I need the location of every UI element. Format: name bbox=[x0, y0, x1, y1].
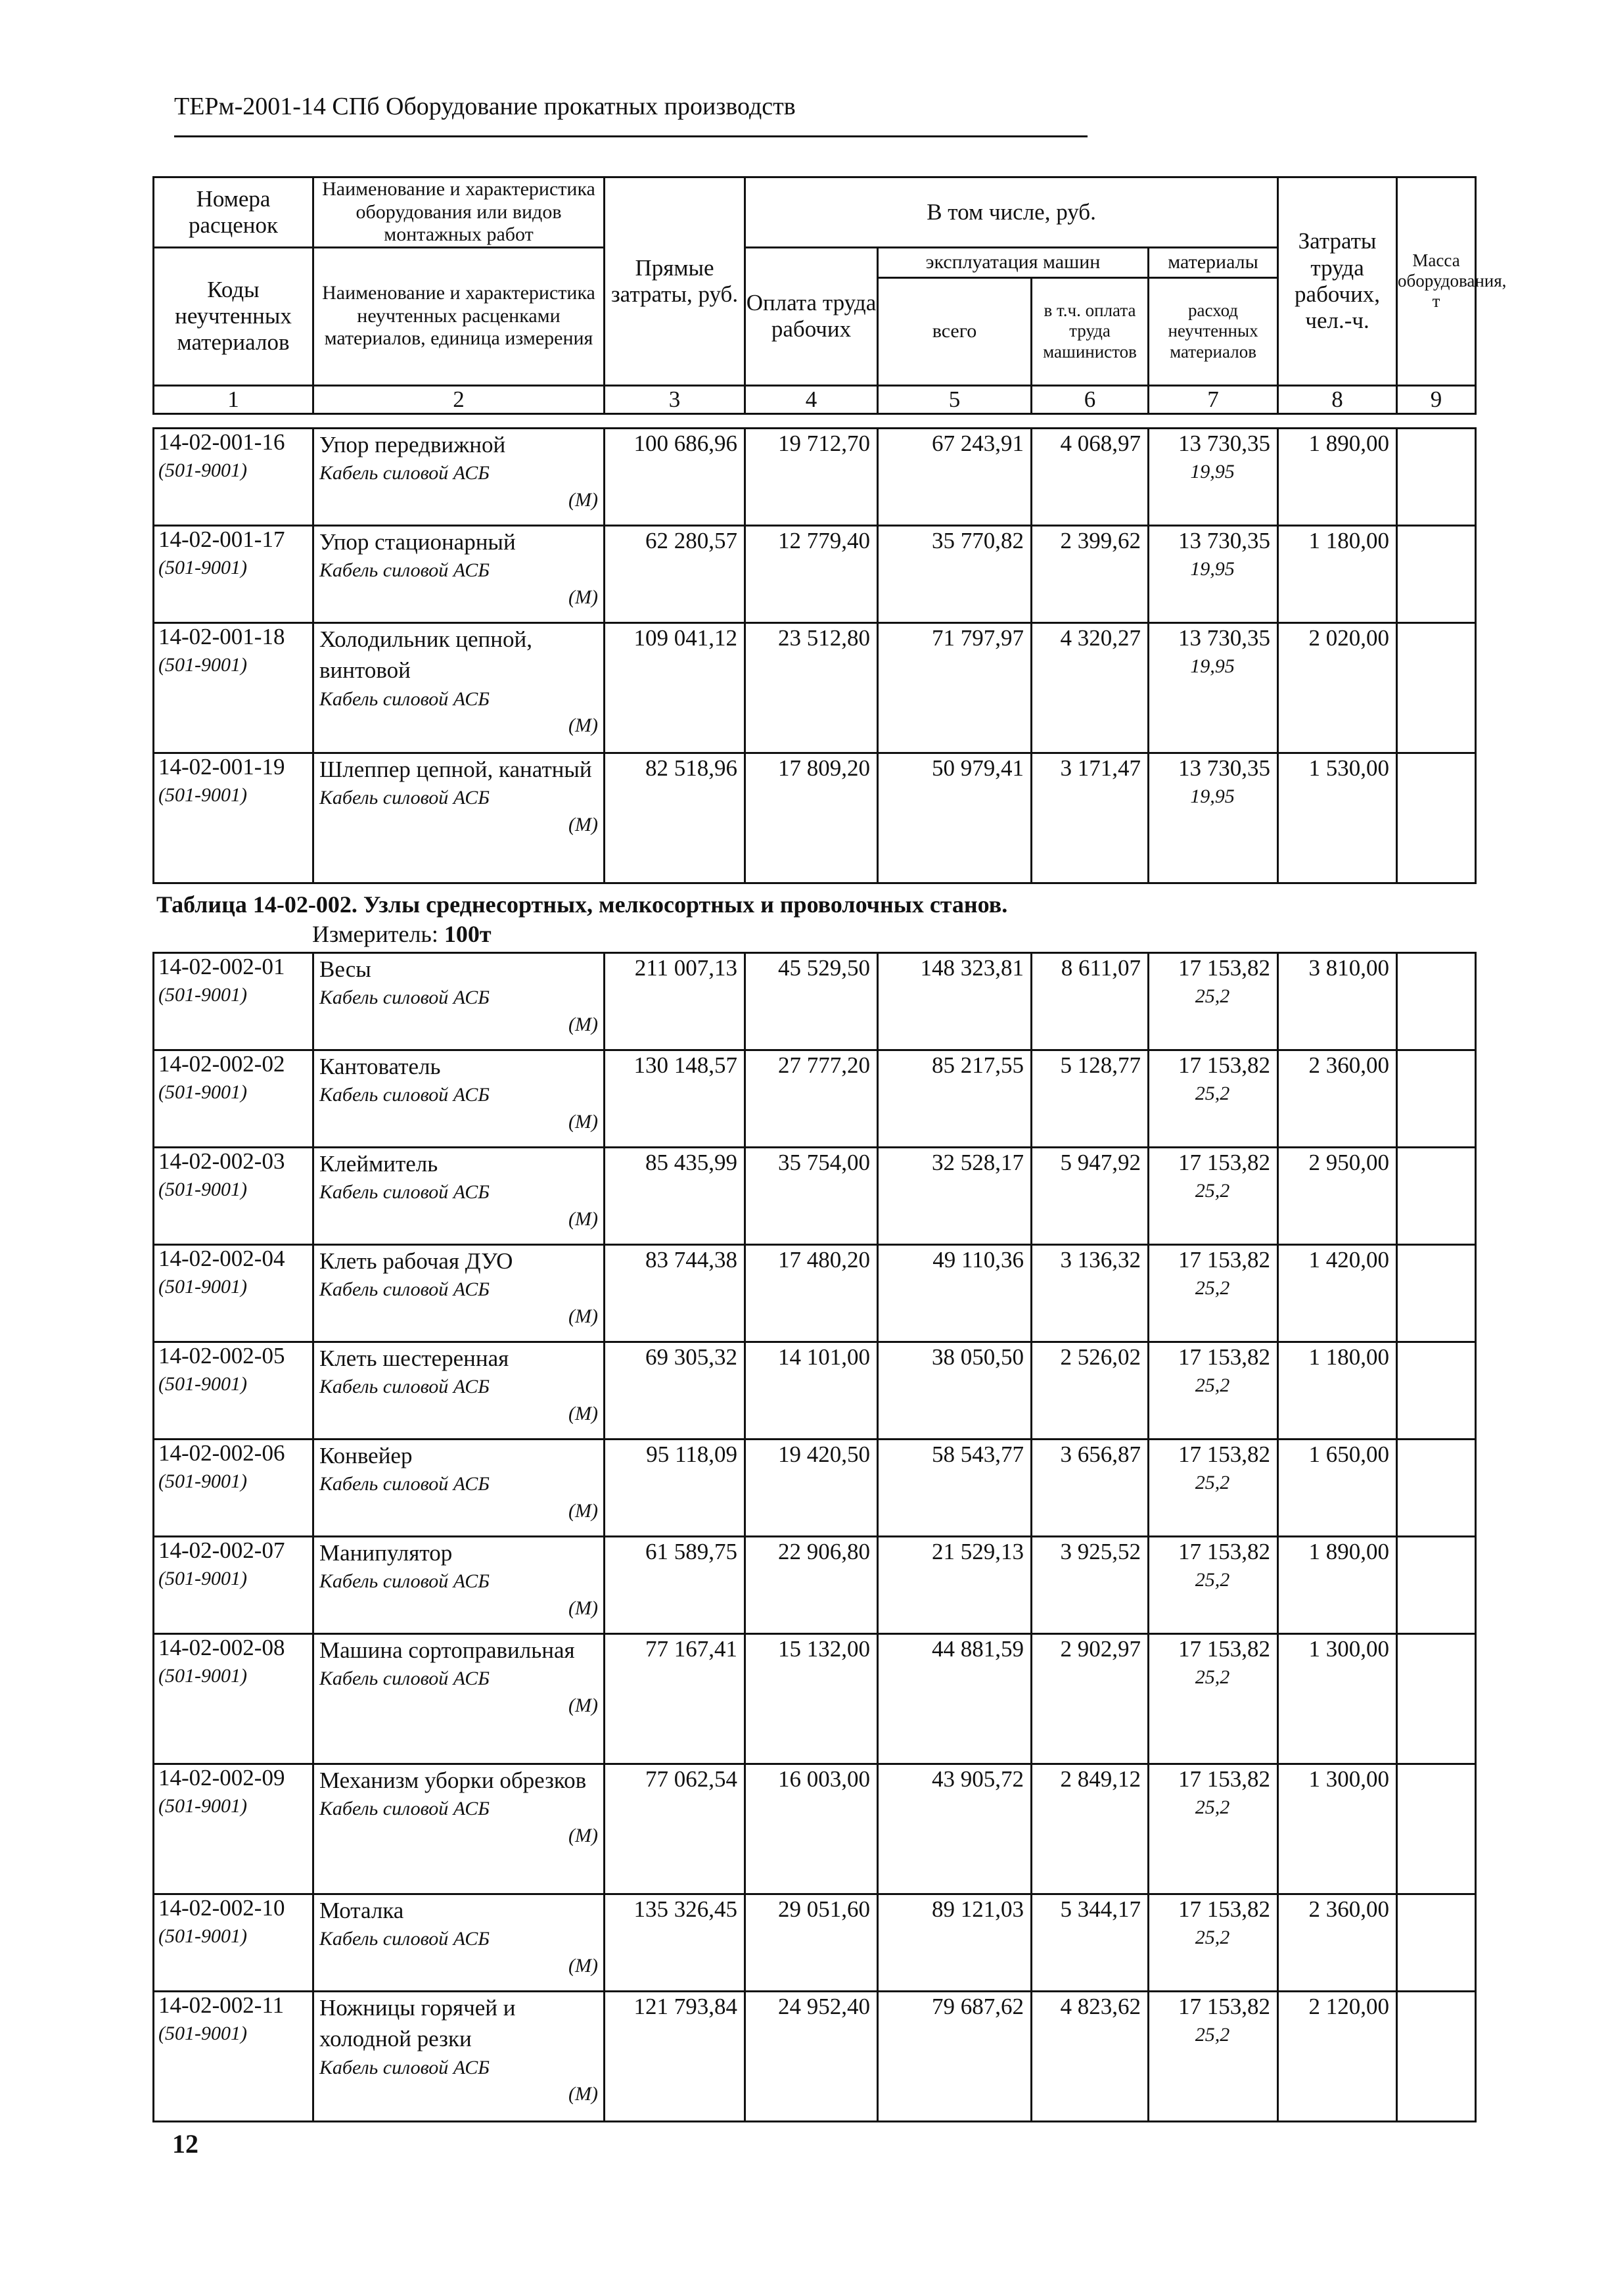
direct-costs: 82 518,96 bbox=[605, 753, 745, 883]
header-labor-hours: Затраты труда рабочих, чел.-ч. bbox=[1278, 177, 1397, 386]
rate-code-cell bbox=[154, 1894, 313, 1992]
material-name: Кабель силовой АСБ bbox=[319, 1181, 490, 1204]
table-row bbox=[154, 1634, 1476, 1764]
work-name: Машина сортоправильная bbox=[319, 1637, 575, 1663]
machines-total: 67 243,91 bbox=[878, 429, 1032, 526]
work-name: Холодильник цепной, винтовой bbox=[319, 626, 532, 684]
work-name: Моталка bbox=[319, 1898, 404, 1923]
material-unit: (М) bbox=[568, 1305, 598, 1327]
page-number: 12 bbox=[172, 2129, 198, 2159]
column-number: 7 bbox=[1149, 385, 1278, 413]
material-code: (501-9001) bbox=[158, 984, 247, 1006]
material-unit: (М) bbox=[568, 813, 598, 835]
column-number: 1 bbox=[154, 385, 313, 413]
materials-cell bbox=[1149, 429, 1278, 526]
rate-code-cell bbox=[154, 753, 313, 883]
equipment-mass bbox=[1397, 1894, 1476, 1992]
machines-total: 43 905,72 bbox=[878, 1764, 1032, 1894]
equipment-mass bbox=[1397, 526, 1476, 623]
material-quantity: 25,2 bbox=[1195, 2024, 1230, 2046]
operators-pay: 4 320,27 bbox=[1032, 623, 1149, 753]
table-row bbox=[154, 1342, 1476, 1440]
operators-pay: 2 399,62 bbox=[1032, 526, 1149, 623]
operators-pay: 4 068,97 bbox=[1032, 429, 1149, 526]
materials-cost: 13 730,35 bbox=[1178, 431, 1270, 456]
materials-cell bbox=[1149, 1634, 1278, 1764]
materials-cost: 17 153,82 bbox=[1178, 1539, 1270, 1564]
work-name-cell bbox=[313, 1148, 605, 1245]
rate-code-cell bbox=[154, 526, 313, 623]
materials-cell bbox=[1149, 753, 1278, 883]
equipment-mass bbox=[1397, 1537, 1476, 1634]
worker-pay: 16 003,00 bbox=[745, 1764, 878, 1894]
direct-costs: 62 280,57 bbox=[605, 526, 745, 623]
materials-cost: 17 153,82 bbox=[1178, 1052, 1270, 1078]
worker-pay: 12 779,40 bbox=[745, 526, 878, 623]
equipment-mass bbox=[1397, 753, 1476, 883]
materials-cell bbox=[1149, 1245, 1278, 1342]
rate-code-cell bbox=[154, 1148, 313, 1245]
rate-code: 14-02-002-01 bbox=[158, 954, 285, 979]
material-unit: (М) bbox=[568, 586, 598, 608]
direct-costs: 77 167,41 bbox=[605, 1634, 745, 1764]
rate-code: 14-02-002-02 bbox=[158, 1051, 285, 1077]
header-material-consumption: расход неучтенных материалов bbox=[1149, 277, 1278, 385]
rate-code: 14-02-001-18 bbox=[158, 624, 285, 649]
material-code: (501-9001) bbox=[158, 1373, 247, 1395]
material-unit: (М) bbox=[568, 1499, 598, 1522]
rate-code: 14-02-001-17 bbox=[158, 527, 285, 552]
header-worker-pay: Оплата труда рабочих bbox=[745, 247, 878, 385]
worker-pay: 15 132,00 bbox=[745, 1634, 878, 1764]
material-code: (501-9001) bbox=[158, 654, 247, 676]
material-quantity: 25,2 bbox=[1195, 1927, 1230, 1948]
labor-hours: 1 300,00 bbox=[1278, 1634, 1397, 1764]
equipment-mass bbox=[1397, 1148, 1476, 1245]
materials-cost: 17 153,82 bbox=[1178, 1896, 1270, 1922]
material-unit: (М) bbox=[568, 2083, 598, 2105]
work-name: Упор стационарный bbox=[319, 529, 516, 555]
table-row bbox=[154, 1894, 1476, 1992]
labor-hours: 1 890,00 bbox=[1278, 1537, 1397, 1634]
work-name: Ножницы горячей и холодной резки bbox=[319, 1995, 516, 2052]
worker-pay: 17 480,20 bbox=[745, 1245, 878, 1342]
material-name: Кабель силовой АСБ bbox=[319, 1668, 490, 1690]
material-unit: (М) bbox=[568, 715, 598, 736]
rate-code-cell bbox=[154, 1537, 313, 1634]
header-work-name: Наименование и характеристика оборудования или видов монтажных работ bbox=[313, 177, 605, 248]
material-code: (501-9001) bbox=[158, 1470, 247, 1492]
worker-pay: 24 952,40 bbox=[745, 1992, 878, 2122]
equipment-mass bbox=[1397, 1992, 1476, 2122]
labor-hours: 3 810,00 bbox=[1278, 953, 1397, 1050]
machines-total: 44 881,59 bbox=[878, 1634, 1032, 1764]
table-row bbox=[154, 526, 1476, 623]
machines-total: 38 050,50 bbox=[878, 1342, 1032, 1440]
rate-code: 14-02-002-06 bbox=[158, 1440, 285, 1466]
work-name-cell bbox=[313, 1537, 605, 1634]
rate-code-cell bbox=[154, 953, 313, 1050]
material-quantity: 25,2 bbox=[1195, 1083, 1230, 1104]
equipment-mass bbox=[1397, 429, 1476, 526]
document-title: ТЕРм-2001-14 СПб Оборудование прокатных производств bbox=[174, 93, 796, 120]
machines-total: 89 121,03 bbox=[878, 1894, 1032, 1992]
materials-cell bbox=[1149, 526, 1278, 623]
table-row bbox=[154, 623, 1476, 753]
machines-total: 32 528,17 bbox=[878, 1148, 1032, 1245]
materials-cell bbox=[1149, 1148, 1278, 1245]
rate-code: 14-02-001-16 bbox=[158, 429, 285, 455]
material-unit: (М) bbox=[568, 1597, 598, 1619]
header-material-code: Коды неучтенных материалов bbox=[154, 247, 313, 385]
work-name-cell bbox=[313, 1342, 605, 1440]
column-number: 9 bbox=[1397, 385, 1476, 413]
table-row bbox=[154, 953, 1476, 1050]
materials-cell bbox=[1149, 1992, 1278, 2122]
materials-cost: 17 153,82 bbox=[1178, 1150, 1270, 1175]
materials-cost: 17 153,82 bbox=[1178, 1636, 1270, 1662]
material-code: (501-9001) bbox=[158, 1795, 247, 1817]
labor-hours: 1 300,00 bbox=[1278, 1764, 1397, 1894]
material-code: (501-9001) bbox=[158, 1081, 247, 1103]
material-name: Кабель силовой АСБ bbox=[319, 2056, 490, 2078]
material-name: Кабель силовой АСБ bbox=[319, 1570, 490, 1593]
direct-costs: 95 118,09 bbox=[605, 1440, 745, 1537]
material-name: Кабель силовой АСБ bbox=[319, 1376, 490, 1398]
material-unit: (М) bbox=[568, 1110, 598, 1133]
material-name: Кабель силовой АСБ bbox=[319, 987, 490, 1009]
work-name-cell bbox=[313, 1440, 605, 1537]
labor-hours: 1 420,00 bbox=[1278, 1245, 1397, 1342]
operators-pay: 3 656,87 bbox=[1032, 1440, 1149, 1537]
rate-code-cell bbox=[154, 1634, 313, 1764]
materials-cost: 17 153,82 bbox=[1178, 1766, 1270, 1792]
table-row bbox=[154, 1537, 1476, 1634]
table-row bbox=[154, 753, 1476, 883]
table-row bbox=[154, 1050, 1476, 1148]
material-unit: (М) bbox=[568, 1694, 598, 1716]
materials-cell bbox=[1149, 623, 1278, 753]
table-row bbox=[154, 1764, 1476, 1894]
material-quantity: 19,95 bbox=[1190, 785, 1235, 807]
unit-of-measure bbox=[312, 920, 492, 948]
materials-cell bbox=[1149, 1342, 1278, 1440]
work-name-cell bbox=[313, 953, 605, 1050]
rate-code: 14-02-002-09 bbox=[158, 1765, 285, 1791]
material-unit: (М) bbox=[568, 488, 598, 511]
rates-table-14-02-002 bbox=[152, 952, 1477, 2122]
labor-hours: 2 360,00 bbox=[1278, 1894, 1397, 1992]
rate-code: 14-02-002-03 bbox=[158, 1148, 285, 1174]
direct-costs: 100 686,96 bbox=[605, 429, 745, 526]
material-unit: (М) bbox=[568, 1013, 598, 1035]
materials-cost: 13 730,35 bbox=[1178, 528, 1270, 553]
equipment-mass bbox=[1397, 1245, 1476, 1342]
machines-total: 71 797,97 bbox=[878, 623, 1032, 753]
operators-pay: 5 128,77 bbox=[1032, 1050, 1149, 1148]
work-name-cell bbox=[313, 1894, 605, 1992]
operators-pay: 5 344,17 bbox=[1032, 1894, 1149, 1992]
equipment-mass bbox=[1397, 1440, 1476, 1537]
materials-cell bbox=[1149, 1050, 1278, 1148]
machines-total: 58 543,77 bbox=[878, 1440, 1032, 1537]
machines-total: 35 770,82 bbox=[878, 526, 1032, 623]
header-materials: материалы bbox=[1149, 247, 1278, 277]
header-operators-pay: в т.ч. оплата труда машинистов bbox=[1032, 277, 1149, 385]
work-name: Механизм уборки обрезков bbox=[319, 1768, 587, 1793]
machines-total: 21 529,13 bbox=[878, 1537, 1032, 1634]
material-quantity: 25,2 bbox=[1195, 1472, 1230, 1493]
worker-pay: 29 051,60 bbox=[745, 1894, 878, 1992]
rate-code: 14-02-001-19 bbox=[158, 754, 285, 780]
work-name: Весы bbox=[319, 956, 371, 982]
rate-code: 14-02-002-05 bbox=[158, 1343, 285, 1369]
operators-pay: 4 823,62 bbox=[1032, 1992, 1149, 2122]
rate-code: 14-02-002-10 bbox=[158, 1895, 285, 1921]
material-quantity: 25,2 bbox=[1195, 1180, 1230, 1202]
labor-hours: 2 020,00 bbox=[1278, 623, 1397, 753]
material-code: (501-9001) bbox=[158, 1276, 247, 1298]
material-unit: (М) bbox=[568, 1402, 598, 1424]
materials-cost: 17 153,82 bbox=[1178, 1247, 1270, 1273]
direct-costs: 85 435,99 bbox=[605, 1148, 745, 1245]
materials-cost: 17 153,82 bbox=[1178, 955, 1270, 981]
work-name-cell bbox=[313, 1050, 605, 1148]
materials-cost: 13 730,35 bbox=[1178, 625, 1270, 651]
column-number: 6 bbox=[1032, 385, 1149, 413]
work-name: Клеть шестеренная bbox=[319, 1346, 509, 1371]
rate-code-cell bbox=[154, 1245, 313, 1342]
material-name: Кабель силовой АСБ bbox=[319, 1084, 490, 1106]
meter-label: Измеритель: bbox=[312, 921, 438, 947]
work-name-cell bbox=[313, 1764, 605, 1894]
worker-pay: 14 101,00 bbox=[745, 1342, 878, 1440]
materials-cell bbox=[1149, 1537, 1278, 1634]
direct-costs: 61 589,75 bbox=[605, 1537, 745, 1634]
work-name: Упор передвижной bbox=[319, 432, 506, 457]
material-unit: (М) bbox=[568, 1207, 598, 1230]
equipment-mass bbox=[1397, 1342, 1476, 1440]
material-name: Кабель силовой АСБ bbox=[319, 1798, 490, 1820]
worker-pay: 45 529,50 bbox=[745, 953, 878, 1050]
materials-cost: 17 153,82 bbox=[1178, 1994, 1270, 2019]
material-quantity: 25,2 bbox=[1195, 985, 1230, 1007]
column-number: 5 bbox=[878, 385, 1032, 413]
operators-pay: 2 526,02 bbox=[1032, 1342, 1149, 1440]
rate-code-cell bbox=[154, 429, 313, 526]
work-name: Кантователь bbox=[319, 1054, 441, 1079]
direct-costs: 130 148,57 bbox=[605, 1050, 745, 1148]
direct-costs: 77 062,54 bbox=[605, 1764, 745, 1894]
worker-pay: 19 420,50 bbox=[745, 1440, 878, 1537]
labor-hours: 1 650,00 bbox=[1278, 1440, 1397, 1537]
material-quantity: 25,2 bbox=[1195, 1666, 1230, 1688]
equipment-mass bbox=[1397, 953, 1476, 1050]
rate-code-cell bbox=[154, 1764, 313, 1894]
column-numbers-row bbox=[154, 385, 1476, 413]
worker-pay: 19 712,70 bbox=[745, 429, 878, 526]
labor-hours: 1 530,00 bbox=[1278, 753, 1397, 883]
material-name: Кабель силовой АСБ bbox=[319, 1278, 490, 1301]
column-number: 4 bbox=[745, 385, 878, 413]
direct-costs: 69 305,32 bbox=[605, 1342, 745, 1440]
operators-pay: 8 611,07 bbox=[1032, 953, 1149, 1050]
worker-pay: 27 777,20 bbox=[745, 1050, 878, 1148]
materials-cost: 13 730,35 bbox=[1178, 755, 1270, 781]
material-code: (501-9001) bbox=[158, 1925, 247, 1947]
material-code: (501-9001) bbox=[158, 2023, 247, 2044]
operators-pay: 2 849,12 bbox=[1032, 1764, 1149, 1894]
direct-costs: 121 793,84 bbox=[605, 1992, 745, 2122]
table-row bbox=[154, 429, 1476, 526]
equipment-mass bbox=[1397, 623, 1476, 753]
labor-hours: 1 180,00 bbox=[1278, 526, 1397, 623]
material-name: Кабель силовой АСБ bbox=[319, 787, 490, 809]
machines-total: 148 323,81 bbox=[878, 953, 1032, 1050]
work-name: Манипулятор bbox=[319, 1540, 453, 1566]
table-row bbox=[154, 1245, 1476, 1342]
work-name-cell bbox=[313, 1634, 605, 1764]
material-quantity: 25,2 bbox=[1195, 1374, 1230, 1396]
material-code: (501-9001) bbox=[158, 1665, 247, 1687]
direct-costs: 211 007,13 bbox=[605, 953, 745, 1050]
worker-pay: 23 512,80 bbox=[745, 623, 878, 753]
rate-code: 14-02-002-11 bbox=[158, 1992, 285, 2018]
table-caption: Таблица 14-02-002. Узлы среднесортных, мелкосортных и проволочных станов. bbox=[156, 891, 1008, 918]
material-code: (501-9001) bbox=[158, 459, 247, 481]
work-name: Клеть рабочая ДУО bbox=[319, 1248, 513, 1274]
rate-code: 14-02-002-07 bbox=[158, 1537, 285, 1563]
work-name-cell bbox=[313, 623, 605, 753]
material-quantity: 25,2 bbox=[1195, 1277, 1230, 1299]
work-name-cell bbox=[313, 526, 605, 623]
direct-costs: 83 744,38 bbox=[605, 1245, 745, 1342]
materials-cell bbox=[1149, 1894, 1278, 1992]
material-name: Кабель силовой АСБ bbox=[319, 462, 490, 484]
material-code: (501-9001) bbox=[158, 1568, 247, 1589]
header-machines-total: всего bbox=[878, 277, 1032, 385]
operators-pay: 3 171,47 bbox=[1032, 753, 1149, 883]
worker-pay: 17 809,20 bbox=[745, 753, 878, 883]
work-name: Конвейер bbox=[319, 1443, 413, 1468]
operators-pay: 3 925,52 bbox=[1032, 1537, 1149, 1634]
labor-hours: 1 890,00 bbox=[1278, 429, 1397, 526]
work-name: Клеймитель bbox=[319, 1151, 438, 1177]
header-including: В том числе, руб. bbox=[745, 177, 1278, 248]
material-code: (501-9001) bbox=[158, 784, 247, 806]
material-quantity: 19,95 bbox=[1190, 655, 1235, 677]
rate-code-cell bbox=[154, 1050, 313, 1148]
column-number: 3 bbox=[605, 385, 745, 413]
rate-code: 14-02-002-08 bbox=[158, 1635, 285, 1660]
rate-code: 14-02-002-04 bbox=[158, 1246, 285, 1271]
work-name-cell bbox=[313, 1992, 605, 2122]
rates-table-14-02-001 bbox=[152, 427, 1477, 884]
table-row bbox=[154, 1440, 1476, 1537]
column-number: 8 bbox=[1278, 385, 1397, 413]
work-name: Шлеппер цепной, канатный bbox=[319, 757, 592, 782]
header-mass: Масса оборудования, т bbox=[1397, 177, 1476, 386]
equipment-mass bbox=[1397, 1634, 1476, 1764]
material-quantity: 19,95 bbox=[1190, 461, 1235, 482]
material-name: Кабель силовой АСБ bbox=[319, 688, 490, 710]
meter-value: 100т bbox=[444, 921, 492, 947]
material-unit: (М) bbox=[568, 1824, 598, 1846]
rate-code-cell bbox=[154, 1342, 313, 1440]
material-quantity: 19,95 bbox=[1190, 558, 1235, 580]
materials-cell bbox=[1149, 1440, 1278, 1537]
materials-cell bbox=[1149, 1764, 1278, 1894]
worker-pay: 22 906,80 bbox=[745, 1537, 878, 1634]
worker-pay: 35 754,00 bbox=[745, 1148, 878, 1245]
work-name-cell bbox=[313, 429, 605, 526]
header-material-name: Наименование и характеристика неучтенных расценками материалов, единица измерения bbox=[313, 247, 605, 385]
rate-code-cell bbox=[154, 623, 313, 753]
material-code: (501-9001) bbox=[158, 557, 247, 578]
header-direct-costs: Прямые затраты, руб. bbox=[605, 177, 745, 386]
labor-hours: 2 360,00 bbox=[1278, 1050, 1397, 1148]
table-row bbox=[154, 1148, 1476, 1245]
work-name-cell bbox=[313, 1245, 605, 1342]
header-machines: эксплуатация машин bbox=[878, 247, 1149, 277]
operators-pay: 3 136,32 bbox=[1032, 1245, 1149, 1342]
operators-pay: 2 902,97 bbox=[1032, 1634, 1149, 1764]
table-row bbox=[154, 1992, 1476, 2122]
materials-cell bbox=[1149, 953, 1278, 1050]
materials-cost: 17 153,82 bbox=[1178, 1441, 1270, 1467]
machines-total: 79 687,62 bbox=[878, 1992, 1032, 2122]
machines-total: 85 217,55 bbox=[878, 1050, 1032, 1148]
machines-total: 49 110,36 bbox=[878, 1245, 1032, 1342]
rate-code-cell bbox=[154, 1992, 313, 2122]
column-header-table bbox=[152, 176, 1507, 415]
material-quantity: 25,2 bbox=[1195, 1796, 1230, 1818]
material-quantity: 25,2 bbox=[1195, 1569, 1230, 1591]
labor-hours: 2 120,00 bbox=[1278, 1992, 1397, 2122]
material-name: Кабель силовой АСБ bbox=[319, 559, 490, 582]
operators-pay: 5 947,92 bbox=[1032, 1148, 1149, 1245]
material-name: Кабель силовой АСБ bbox=[319, 1473, 490, 1495]
equipment-mass bbox=[1397, 1764, 1476, 1894]
column-number: 2 bbox=[313, 385, 605, 413]
materials-cost: 17 153,82 bbox=[1178, 1344, 1270, 1370]
material-name: Кабель силовой АСБ bbox=[319, 1928, 490, 1950]
machines-total: 50 979,41 bbox=[878, 753, 1032, 883]
material-code: (501-9001) bbox=[158, 1179, 247, 1200]
header-code: Номера расценок bbox=[154, 177, 313, 248]
page-header bbox=[174, 92, 1088, 137]
equipment-mass bbox=[1397, 1050, 1476, 1148]
work-name-cell bbox=[313, 753, 605, 883]
direct-costs: 135 326,45 bbox=[605, 1894, 745, 1992]
material-unit: (М) bbox=[568, 1954, 598, 1977]
rate-code-cell bbox=[154, 1440, 313, 1537]
labor-hours: 2 950,00 bbox=[1278, 1148, 1397, 1245]
direct-costs: 109 041,12 bbox=[605, 623, 745, 753]
labor-hours: 1 180,00 bbox=[1278, 1342, 1397, 1440]
